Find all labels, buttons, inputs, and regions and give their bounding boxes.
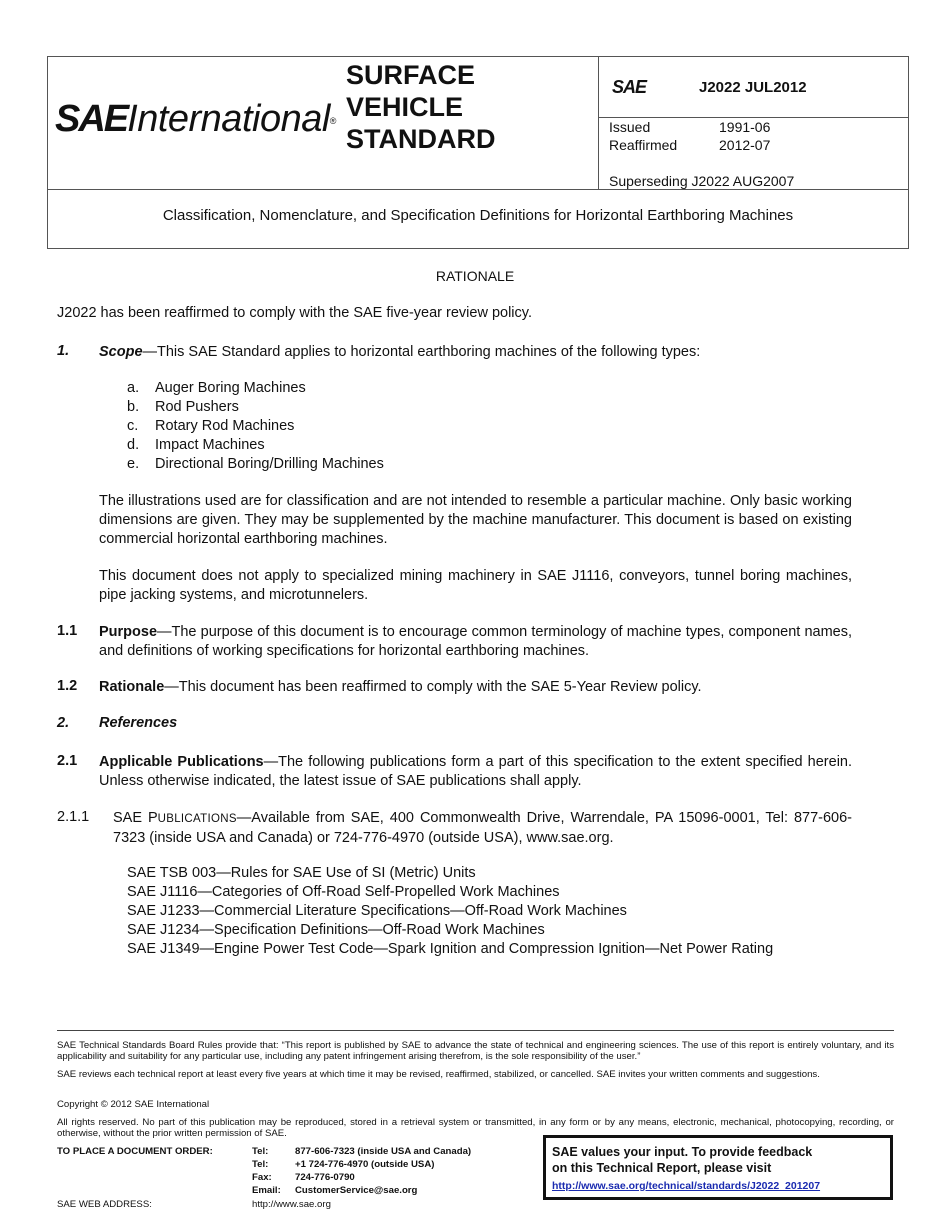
footer-divider <box>57 1030 894 1031</box>
logo-international: International <box>127 98 330 140</box>
scope-text: —This SAE Standard applies to horizontal earthboring machines of the following types: <box>142 344 701 360</box>
footer-rights: All rights reserved. No part of this publication may be reproduced, stored in a retrieval system or transmitted, in any form or by any means, electronic, mechanical, photocopying, recording, or otherwise, without the prior written permission of SAE. <box>57 1117 894 1139</box>
scope-para-exclusions: This document does not apply to specialized mining machinery in SAE J1116, conveyors, tunnel boring machines, pipe jacking systems, and microtunnelers. <box>99 568 852 603</box>
rationale-text: J2022 has been reaffirmed to comply with the SAE five-year review policy. <box>57 305 532 321</box>
feedback-line: on this Technical Report, please visit <box>552 1161 772 1175</box>
feedback-box <box>543 1135 893 1200</box>
contact-value: +1 724-776-4970 (outside USA) <box>295 1159 435 1170</box>
logo-sae: SAE <box>55 98 128 140</box>
doc-number-cell <box>599 57 909 118</box>
contact-value: 724-776-0790 <box>295 1172 355 1183</box>
sae-mini-logo: SAE <box>612 77 647 97</box>
sae-pubs-text: —Available from SAE, 400 Commonwealth Drive, Warrendale, PA 15096-0001, Tel: 877-606-7323 (inside USA and Canada) or 724-776-4970 (outside USA), www.sae.org. <box>113 810 853 846</box>
section-number: 2.1 <box>57 753 78 769</box>
purpose-title: Purpose <box>99 624 158 640</box>
contact-key: Email: <box>252 1185 281 1196</box>
rationale-heading: RATIONALE <box>435 268 515 284</box>
reference-item: SAE TSB 003—Rules for SAE Use of SI (Metric) Units <box>127 865 476 881</box>
scope-paragraph <box>99 343 859 362</box>
reaffirmed-label: Reaffirmed <box>609 137 678 153</box>
list-item: c. Rotary Rod Machines <box>127 418 295 434</box>
logo-registered-mark: ® <box>329 116 337 126</box>
reference-item: SAE J1234—Specification Definitions—Off-Road Work Machines <box>127 922 545 938</box>
doc-type-line: SURFACE <box>346 60 476 90</box>
sae-publications-paragraph <box>113 809 852 848</box>
footer-review-notice: SAE reviews each technical report at least every five years at which time it may be revised, reaffirmed, stabilized, or cancelled. SAE invites your written comments and suggestions. <box>57 1069 820 1080</box>
rationale-paragraph <box>99 678 852 697</box>
scope-title: Scope <box>99 344 143 360</box>
doc-type-line: STANDARD <box>346 124 496 154</box>
web-address-link[interactable]: http://www.sae.org <box>252 1199 331 1210</box>
sae-pubs-lead-smallcaps: UBLICATIONS <box>157 813 237 825</box>
reaffirmed-value: 2012-07 <box>719 137 771 153</box>
list-item: e. Directional Boring/Drilling Machines <box>127 456 384 472</box>
document-type <box>346 59 496 155</box>
feedback-line: SAE values your input. To provide feedback <box>552 1145 813 1159</box>
document-title: Classification, Nomenclature, and Specification Definitions for Horizontal Earthboring Machines <box>162 207 794 224</box>
doc-type-line: VEHICLE <box>346 92 464 122</box>
document-header <box>47 56 909 249</box>
section-number: 1. <box>57 343 70 359</box>
document-number: J2022 JUL2012 <box>699 79 807 96</box>
issued-value: 1991-06 <box>719 119 771 135</box>
rationale-sec-text: —This document has been reaffirmed to comply with the SAE 5-Year Review policy. <box>164 679 702 695</box>
contact-key: Fax: <box>252 1172 272 1183</box>
section-number: 2.1.1 <box>57 809 90 825</box>
sae-pubs-lead: SAE P <box>113 810 158 826</box>
contact-key: Tel: <box>252 1159 269 1170</box>
reference-item: SAE J1116—Categories of Off-Road Self-Propelled Work Machines <box>127 884 560 900</box>
purpose-paragraph <box>99 623 852 661</box>
header-top-row <box>48 57 908 190</box>
purpose-text: —The purpose of this document is to encourage common terminology of machine types, component names, and definitions of working specifications for horizontal earthboring machines. <box>99 624 852 659</box>
section-number: 1.2 <box>57 678 78 694</box>
section-number: 2. <box>57 715 70 731</box>
contact-email[interactable]: CustomerService@sae.org <box>295 1185 418 1196</box>
sae-international-logo <box>55 99 336 139</box>
superseding-text: Superseding J2022 AUG2007 <box>609 173 795 189</box>
issued-label: Issued <box>609 119 651 135</box>
applicable-paragraph <box>99 753 852 791</box>
section-number: 1.1 <box>57 623 78 639</box>
applicable-title: Applicable Publications <box>99 754 264 770</box>
footer-board-rules: SAE Technical Standards Board Rules provide that: “This report is published by SAE to advance the state of technical and engineering sciences. The use of this report is entirely voluntary, and its applicability and suitability for any particular use, including any patent infringement arising therefrom, is the sole responsibility of the user.” <box>57 1040 894 1062</box>
web-address-label: SAE WEB ADDRESS: <box>57 1199 152 1210</box>
applicable-text: —The following publications form a part of this specification to the extent specified herein. Unless otherwise indicated, the latest issue of SAE publications shall apply. <box>99 754 853 789</box>
rationale-title: Rationale <box>99 679 165 695</box>
references-title: References <box>99 715 178 731</box>
footer-copyright: Copyright © 2012 SAE International <box>57 1099 210 1110</box>
document-info-box <box>598 57 908 190</box>
reference-item: SAE J1233—Commercial Literature Specifications—Off-Road Work Machines <box>127 903 627 919</box>
list-item: b. Rod Pushers <box>127 399 239 415</box>
order-label: TO PLACE A DOCUMENT ORDER: <box>57 1146 213 1157</box>
list-item: a. Auger Boring Machines <box>127 380 306 396</box>
feedback-link[interactable]: http://www.sae.org/technical/standards/J2022_201207 <box>552 1180 821 1192</box>
scope-para-illustrations: The illustrations used are for classification and are not intended to resemble a particular machine. Only basic working dimensions are given. They may be supplemented by the machine manufacturer. This document is based on existing commercial horizontal earthboring machines. <box>99 493 852 547</box>
contact-key: Tel: <box>252 1146 269 1157</box>
reference-item: SAE J1349—Engine Power Test Code—Spark Ignition and Compression Ignition—Net Power Rating <box>127 941 774 957</box>
list-item: d. Impact Machines <box>127 437 265 453</box>
contact-value: 877-606-7323 (inside USA and Canada) <box>295 1146 472 1157</box>
